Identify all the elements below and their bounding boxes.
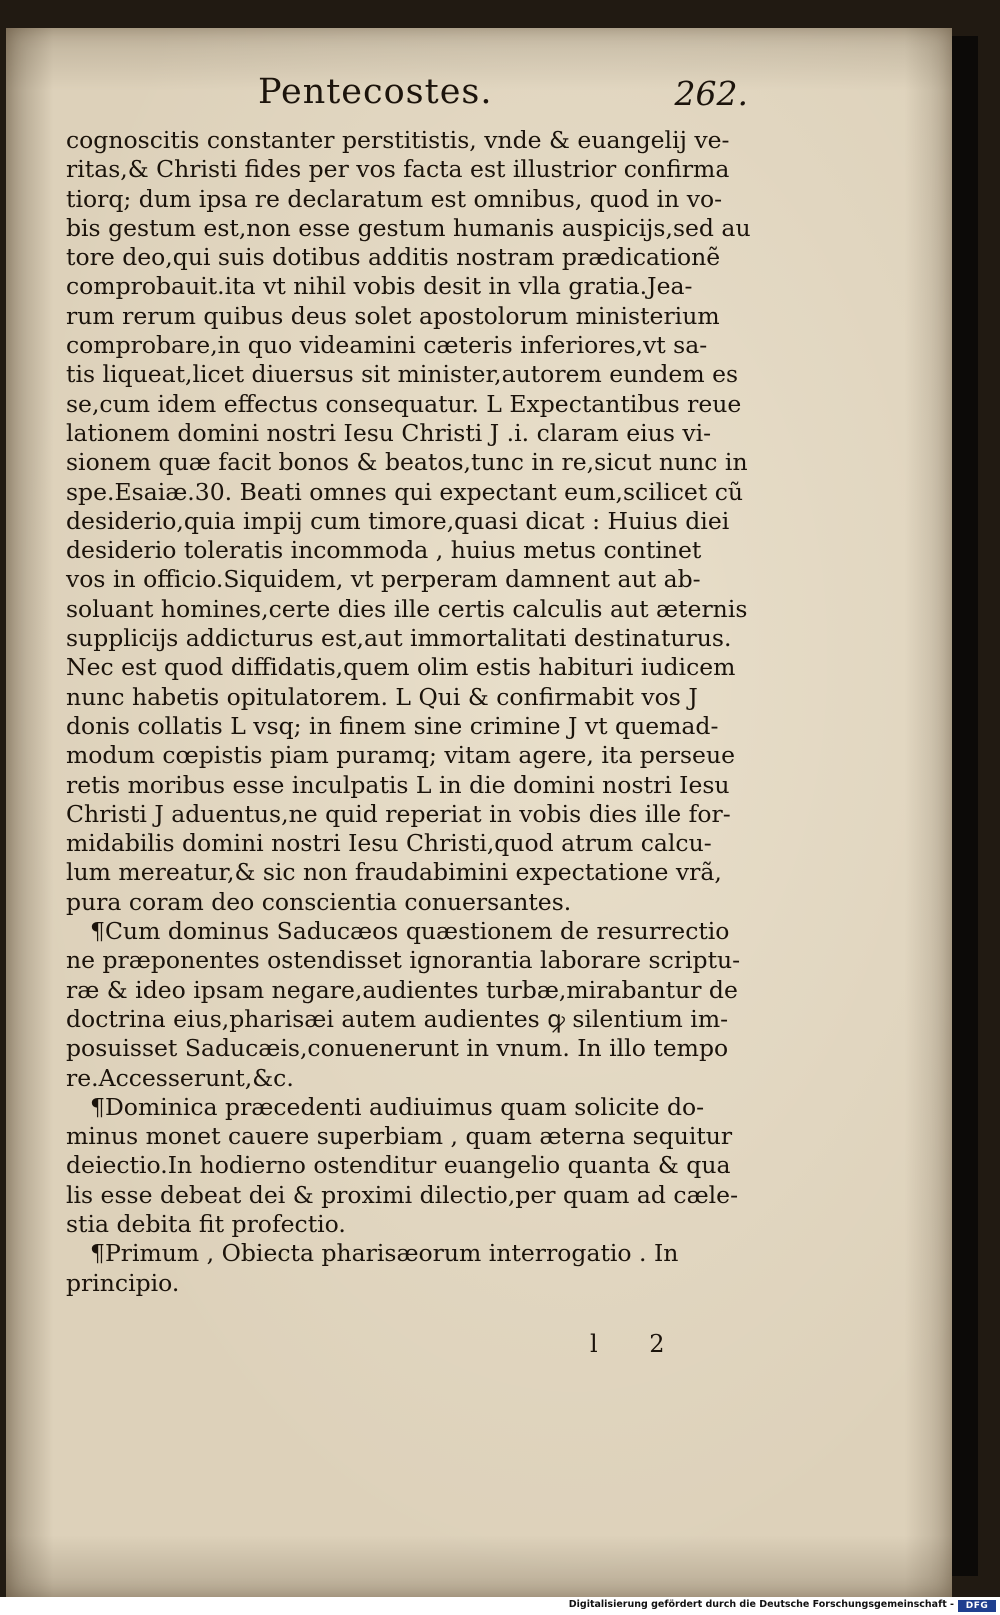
- digitization-footer: [0, 1597, 1000, 1615]
- text-line: desiderio toleratis incommoda , huius metus continet: [66, 536, 702, 565]
- text-line: desiderio,quia impij cum timore,quasi dicat : Huius diei: [66, 506, 730, 535]
- text-line: ræ & ideo ipsam negare,audientes turbæ,mirabantur de: [66, 975, 738, 1004]
- text-line: vos in officio.Siquidem, vt perperam damnent aut ab-: [66, 565, 701, 594]
- facing-page-edge: [952, 36, 978, 1576]
- text-line: Christi J aduentus,ne quid reperiat in vobis dies ille for-: [66, 799, 731, 828]
- text-line: pura coram deo conscientia conuersantes.: [66, 887, 572, 916]
- text-line: spe.Esaiæ.30. Beati omnes qui expectant eum,scilicet cũ: [66, 477, 744, 506]
- text-line: supplicijs addicturus est,aut immortalitati destinaturus.: [66, 624, 732, 653]
- text-line: midabilis domini nostri Iesu Christi,quod atrum calcu-: [66, 829, 712, 858]
- text-line: bis gestum est,non esse gestum humanis auspicijs,sed au: [66, 213, 751, 242]
- dfg-logo: DFG: [958, 1600, 996, 1612]
- text-line: tore deo,qui suis dotibus additis nostram prædicationẽ: [66, 243, 721, 272]
- folio-number: 262.: [674, 74, 748, 113]
- text-line: minus monet cauere superbiam , quam æterna sequitur: [66, 1122, 733, 1151]
- text-line: lum mereatur,& sic non fraudabimini expectatione vrã,: [66, 858, 722, 887]
- page-header: [258, 72, 748, 122]
- text-line: lationem domini nostri Iesu Christi J .i. claram eius vi-: [66, 418, 712, 447]
- text-line: re.Accesserunt,&c.: [66, 1063, 294, 1092]
- text-line: ¶Primum , Obiecta pharisæorum interrogatio . In: [90, 1239, 679, 1268]
- text-line: tiorq; dum ipsa re declaratum est omnibus, quod in vo-: [66, 184, 723, 213]
- text-line: nunc habetis opitulatorem. L Qui & confirmabit vos J: [66, 682, 698, 711]
- running-head: Pentecostes.: [258, 72, 493, 112]
- text-line: ritas,& Christi fides per vos facta est illustrior confirma: [66, 155, 730, 184]
- text-line: sionem quæ facit bonos & beatos,tunc in re,sicut nunc in: [66, 448, 748, 477]
- text-line: comprobauit.ita vt nihil vobis desit in vlla gratia.Jea-: [66, 272, 693, 301]
- text-line: ¶Dominica præcedenti audiuimus quam solicite do-: [90, 1092, 705, 1121]
- text-line: posuisset Saducæis,conuenerunt in vnum. In illo tempo: [66, 1034, 729, 1063]
- text-line: doctrina eius,pharisæi autem audientes ꝙ silentium im-: [66, 1004, 729, 1033]
- text-line: donis collatis L vsq; in finem sine crimine J vt quemad-: [66, 711, 719, 740]
- text-line: Nec est quod diffidatis,quem olim estis habituri iudicem: [66, 653, 736, 682]
- text-line: principio.: [66, 1268, 180, 1297]
- text-line: soluant homines,certe dies ille certis calculis aut æternis: [66, 594, 748, 623]
- text-line: se,cum idem effectus consequatur. L Expectantibus reue: [66, 389, 742, 418]
- text-line: ne præponentes ostendisset ignorantia laborare scriptu-: [66, 946, 741, 975]
- text-line: modum cœpistis piam puramq; vitam agere, ita perseue: [66, 741, 736, 770]
- text-line: tis liqueat,licet diuersus sit minister,autorem eundem es: [66, 360, 739, 389]
- body-text: [66, 126, 786, 1298]
- text-line: retis moribus esse inculpatis L in die domini nostri Iesu: [66, 770, 730, 799]
- text-line: stia debita fit profectio.: [66, 1209, 346, 1238]
- text-line: comprobare,in quo videamini cæteris inferiores,vt sa-: [66, 331, 708, 360]
- footer-credit: Digitalisierung gefördert durch die Deutsche Forschungsgemeinschaft -: [568, 1599, 954, 1610]
- text-line: cognoscitis constanter perstitistis, vnde & euangelij ve-: [66, 126, 730, 154]
- text-line: rum rerum quibus deus solet apostolorum ministerium: [66, 301, 720, 330]
- text-line: ¶Cum dominus Saducæos quæstionem de resurrectio: [90, 917, 730, 946]
- text-line: deiectio.In hodierno ostenditur euangelio quanta & qua: [66, 1151, 731, 1180]
- text-line: lis esse debeat dei & proximi dilectio,per quam ad cæle-: [66, 1180, 739, 1209]
- signature-mark: l 2: [590, 1330, 687, 1358]
